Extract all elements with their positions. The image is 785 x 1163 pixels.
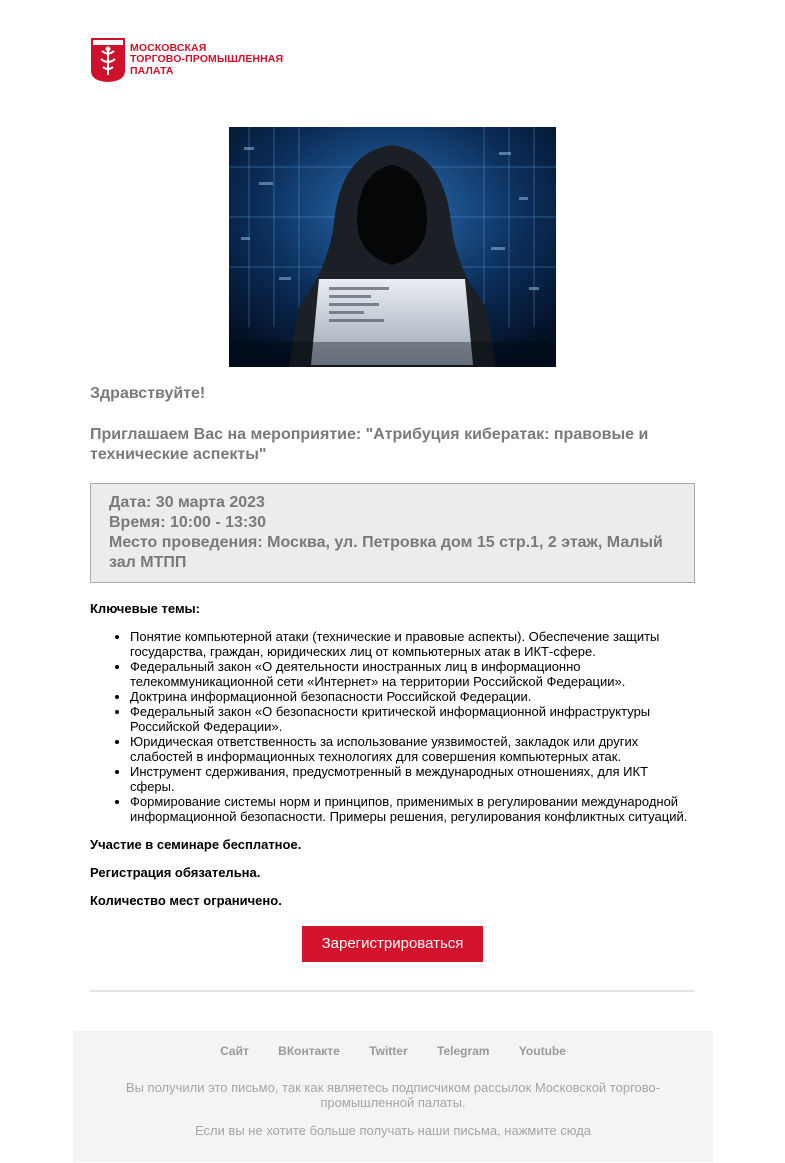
logo-text [130, 43, 283, 78]
event-time: Время: 10:00 - 13:30 [109, 514, 267, 531]
event-info-box [90, 483, 695, 583]
topic-item: • Юридическая ответственность за использование уязвимостей, закладок или других слабостей в информационных технологиях для совершения компьютерных атак. [130, 734, 695, 764]
footer-links [73, 1044, 713, 1058]
hero-image [229, 127, 556, 367]
mtpp-logo[interactable] [90, 37, 300, 83]
footer-link-twitter[interactable]: Twitter [369, 1044, 408, 1058]
mtpp-emblem-icon [90, 37, 126, 83]
subscription-note: Вы получили это письмо, так как являетесь подписчиком рассылок Московской торгово-промышленной палаты. [125, 1080, 661, 1110]
greeting-text: Здравствуйте! [90, 385, 206, 402]
invitation-text: Приглашаем Вас на мероприятие: "Атрибуция кибератак: правовые и технические аспекты" [90, 426, 649, 463]
limited-seats-note: Количество мест ограничено. [90, 893, 282, 908]
event-place: Место проведения: Москва, ул. Петровка дом 15 стр.1, 2 этаж, Малый зал МТПП [109, 534, 663, 571]
topic-item: • Федеральный закон «О деятельности иностранных лиц в информационно телекоммуникационной сети «Интернет» на территории Российской Федерации». [130, 659, 695, 689]
footer-link-telegram[interactable]: Telegram [437, 1044, 490, 1058]
divider [90, 990, 695, 992]
event-date: Дата: 30 марта 2023 [109, 494, 265, 511]
free-participation-note: Участие в семинаре бесплатное. [90, 837, 302, 852]
logo-line-1: МОСКОВСКАЯ [130, 41, 207, 54]
footer-link-site[interactable]: Сайт [220, 1044, 249, 1058]
hooded-hacker-image [229, 127, 556, 367]
topics-title: Ключевые темы: [90, 601, 200, 616]
footer-link-youtube[interactable]: Youtube [518, 1044, 566, 1058]
topic-item: • Формирование системы норм и принципов, применимых в регулировании международной информационной безопасности. Примеры решения, регулирования конфликтных ситуаций. [130, 794, 695, 824]
topic-item: • Понятие компьютерной атаки (технические и правовые аспекты). Обеспечение защиты государства, граждан, юридических лиц от компьютерных атак в ИКТ-сфере. [130, 629, 695, 659]
topic-item: • Инструмент сдерживания, предусмотренный в международных отношениях, для ИКТ сферы. [130, 764, 695, 794]
footer [73, 1031, 713, 1162]
register-button[interactable]: Зарегистрироваться [302, 926, 483, 962]
registration-required-note: Регистрация обязательна. [90, 865, 261, 880]
topic-item: • Доктрина информационной безопасности Российской Федерации. [130, 689, 695, 704]
topics-list [130, 629, 695, 824]
unsubscribe-line [73, 1123, 713, 1138]
logo-line-2: ТОРГОВО-ПРОМЫШЛЕННАЯ [130, 53, 284, 66]
footer-link-vkontakte[interactable]: ВКонтакте [278, 1044, 340, 1058]
logo-line-3: ПАЛАТА [130, 64, 174, 77]
unsubscribe-link[interactable]: Если вы не хотите больше получать наши письма, нажмите сюда [194, 1123, 592, 1138]
topic-item: • Федеральный закон «О безопасности критической информационной инфраструктуры Российской Федерации». [130, 704, 695, 734]
